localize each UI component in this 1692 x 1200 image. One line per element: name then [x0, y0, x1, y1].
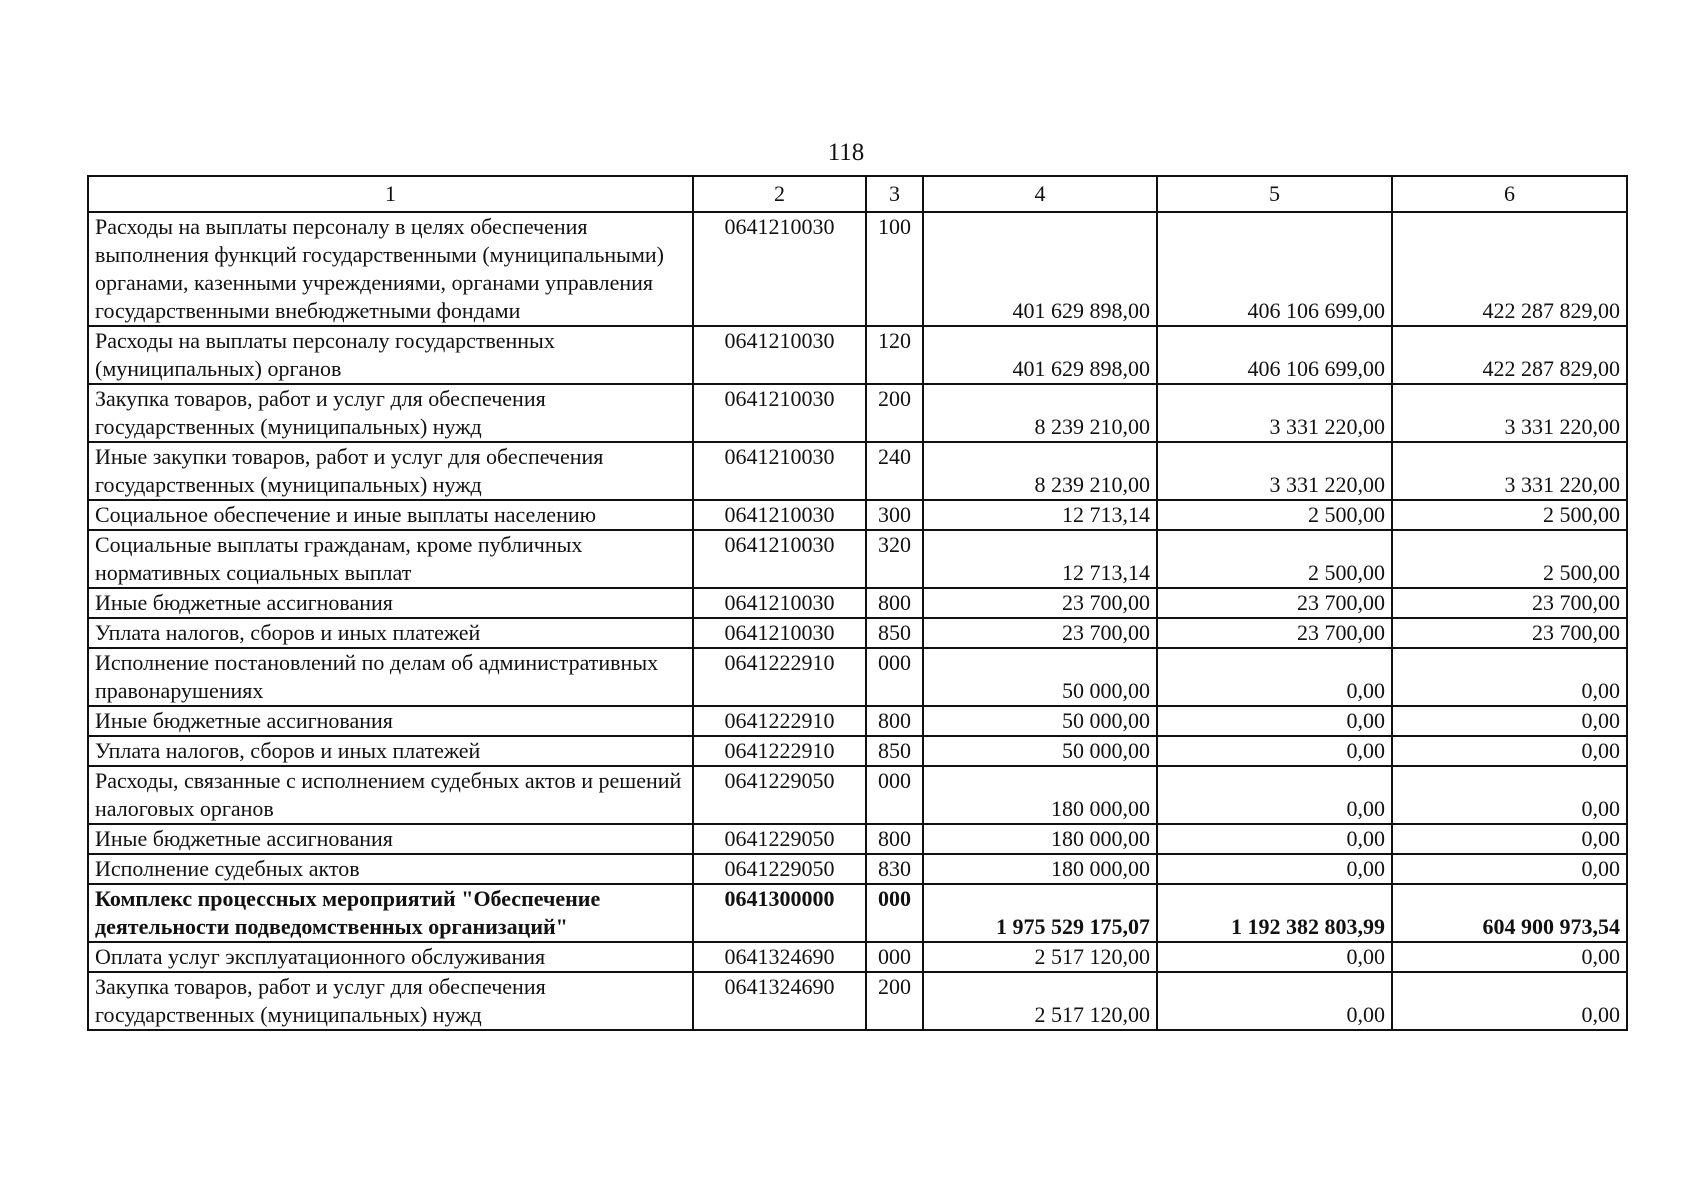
row-name-cell: Закупка товаров, работ и услуг для обеспечения государственных (муниципальных) нужд: [88, 972, 693, 1030]
row-value-cell: 0,00: [1157, 736, 1392, 766]
row-name-cell: Уплата налогов, сборов и иных платежей: [88, 618, 693, 648]
row-name-cell: Социальные выплаты гражданам, кроме публичных нормативных социальных выплат: [88, 530, 693, 588]
row-type-cell: 300: [866, 500, 923, 530]
row-code-cell: 0641210030: [693, 326, 866, 384]
row-value-cell: 12 713,14: [923, 530, 1157, 588]
page-number: 118: [827, 139, 865, 166]
row-value-cell: 50 000,00: [923, 648, 1157, 706]
table-row: [88, 326, 1627, 384]
table-row: [88, 972, 1627, 1030]
row-value-cell: 8 239 210,00: [923, 442, 1157, 500]
row-value-cell: 8 239 210,00: [923, 384, 1157, 442]
row-value-cell: 0,00: [1392, 766, 1627, 824]
row-value-cell: 422 287 829,00: [1392, 326, 1627, 384]
row-value-cell: 23 700,00: [923, 588, 1157, 618]
row-name-cell: Иные закупки товаров, работ и услуг для обеспечения государственных (муниципальных) нужд: [88, 442, 693, 500]
row-value-cell: 3 331 220,00: [1392, 384, 1627, 442]
row-name-cell: Расходы на выплаты персоналу в целях обеспечения выполнения функций государственными (муниципальными) органами, казенными учреждениями, органами управления государственными внебюджетными фондами: [88, 212, 693, 326]
row-value-cell: 0,00: [1157, 648, 1392, 706]
row-code-cell: 0641210030: [693, 500, 866, 530]
row-value-cell: 1 975 529 175,07: [923, 884, 1157, 942]
row-value-cell: 604 900 973,54: [1392, 884, 1627, 942]
row-value-cell: 2 500,00: [1157, 500, 1392, 530]
header-cell: 3: [866, 176, 923, 212]
row-value-cell: 2 517 120,00: [923, 972, 1157, 1030]
table-row: [88, 212, 1627, 326]
table-row: [88, 766, 1627, 824]
row-code-cell: 0641210030: [693, 442, 866, 500]
table-row: [88, 618, 1627, 648]
table-row: [88, 442, 1627, 500]
row-type-cell: 000: [866, 766, 923, 824]
row-value-cell: 23 700,00: [923, 618, 1157, 648]
row-type-cell: 000: [866, 648, 923, 706]
row-value-cell: 0,00: [1157, 942, 1392, 972]
table-row: [88, 588, 1627, 618]
row-code-cell: 0641210030: [693, 618, 866, 648]
table-row: [88, 500, 1627, 530]
row-name-cell: Уплата налогов, сборов и иных платежей: [88, 736, 693, 766]
row-name-cell: Иные бюджетные ассигнования: [88, 706, 693, 736]
row-value-cell: 3 331 220,00: [1157, 384, 1392, 442]
row-value-cell: 406 106 699,00: [1157, 326, 1392, 384]
table-row: [88, 736, 1627, 766]
table-row: [88, 824, 1627, 854]
row-code-cell: 0641229050: [693, 854, 866, 884]
row-code-cell: 0641229050: [693, 824, 866, 854]
header-cell: 2: [693, 176, 866, 212]
row-value-cell: 0,00: [1392, 972, 1627, 1030]
row-type-cell: 850: [866, 736, 923, 766]
row-value-cell: 2 500,00: [1157, 530, 1392, 588]
row-value-cell: 0,00: [1392, 648, 1627, 706]
table-row: [88, 884, 1627, 942]
row-value-cell: 12 713,14: [923, 500, 1157, 530]
row-code-cell: 0641324690: [693, 972, 866, 1030]
row-name-cell: Оплата услуг эксплуатационного обслуживания: [88, 942, 693, 972]
header-cell: 1: [88, 176, 693, 212]
row-value-cell: 401 629 898,00: [923, 326, 1157, 384]
row-value-cell: 180 000,00: [923, 854, 1157, 884]
row-value-cell: 401 629 898,00: [923, 212, 1157, 326]
row-type-cell: 000: [866, 884, 923, 942]
header-cell: 5: [1157, 176, 1392, 212]
row-value-cell: 422 287 829,00: [1392, 212, 1627, 326]
table-row: [88, 384, 1627, 442]
row-code-cell: 0641210030: [693, 530, 866, 588]
row-code-cell: 0641324690: [693, 942, 866, 972]
row-name-cell: Расходы, связанные с исполнением судебных актов и решений налоговых органов: [88, 766, 693, 824]
row-code-cell: 0641222910: [693, 706, 866, 736]
row-type-cell: 800: [866, 706, 923, 736]
row-type-cell: 320: [866, 530, 923, 588]
table-row: [88, 530, 1627, 588]
row-value-cell: 50 000,00: [923, 706, 1157, 736]
row-code-cell: 0641210030: [693, 384, 866, 442]
row-value-cell: 0,00: [1157, 854, 1392, 884]
row-value-cell: 23 700,00: [1392, 618, 1627, 648]
row-type-cell: 800: [866, 824, 923, 854]
row-value-cell: 0,00: [1157, 972, 1392, 1030]
row-value-cell: 50 000,00: [923, 736, 1157, 766]
row-value-cell: 23 700,00: [1157, 618, 1392, 648]
row-name-cell: Иные бюджетные ассигнования: [88, 824, 693, 854]
row-name-cell: Комплекс процессных мероприятий "Обеспечение деятельности подведомственных организаций": [88, 884, 693, 942]
row-type-cell: 200: [866, 972, 923, 1030]
row-value-cell: 0,00: [1392, 854, 1627, 884]
row-type-cell: 000: [866, 942, 923, 972]
table-row: [88, 942, 1627, 972]
row-value-cell: 0,00: [1392, 824, 1627, 854]
row-type-cell: 800: [866, 588, 923, 618]
row-value-cell: 3 331 220,00: [1392, 442, 1627, 500]
row-value-cell: 23 700,00: [1392, 588, 1627, 618]
row-value-cell: 2 517 120,00: [923, 942, 1157, 972]
header-cell: 6: [1392, 176, 1627, 212]
row-value-cell: 0,00: [1157, 766, 1392, 824]
row-value-cell: 3 331 220,00: [1157, 442, 1392, 500]
row-type-cell: 850: [866, 618, 923, 648]
row-type-cell: 100: [866, 212, 923, 326]
row-value-cell: 0,00: [1157, 706, 1392, 736]
row-value-cell: 0,00: [1392, 736, 1627, 766]
row-name-cell: Иные бюджетные ассигнования: [88, 588, 693, 618]
table-row: [88, 854, 1627, 884]
table-row: [88, 706, 1627, 736]
table-row: [88, 648, 1627, 706]
row-value-cell: 406 106 699,00: [1157, 212, 1392, 326]
row-code-cell: 0641222910: [693, 648, 866, 706]
row-name-cell: Социальное обеспечение и иные выплаты населению: [88, 500, 693, 530]
row-value-cell: 0,00: [1392, 942, 1627, 972]
table-header-row: [88, 176, 1627, 212]
row-code-cell: 0641210030: [693, 588, 866, 618]
row-value-cell: 1 192 382 803,99: [1157, 884, 1392, 942]
row-type-cell: 200: [866, 384, 923, 442]
row-value-cell: 0,00: [1392, 706, 1627, 736]
row-code-cell: 0641300000: [693, 884, 866, 942]
row-type-cell: 240: [866, 442, 923, 500]
row-value-cell: 180 000,00: [923, 766, 1157, 824]
row-value-cell: 23 700,00: [1157, 588, 1392, 618]
header-cell: 4: [923, 176, 1157, 212]
row-value-cell: 180 000,00: [923, 824, 1157, 854]
row-value-cell: 2 500,00: [1392, 500, 1627, 530]
row-name-cell: Исполнение постановлений по делам об административных правонарушениях: [88, 648, 693, 706]
row-value-cell: 2 500,00: [1392, 530, 1627, 588]
table-body: [88, 176, 1627, 1030]
row-name-cell: Закупка товаров, работ и услуг для обеспечения государственных (муниципальных) нужд: [88, 384, 693, 442]
row-name-cell: Расходы на выплаты персоналу государственных (муниципальных) органов: [88, 326, 693, 384]
row-type-cell: 830: [866, 854, 923, 884]
row-code-cell: 0641210030: [693, 212, 866, 326]
row-code-cell: 0641222910: [693, 736, 866, 766]
row-name-cell: Исполнение судебных актов: [88, 854, 693, 884]
row-value-cell: 0,00: [1157, 824, 1392, 854]
row-code-cell: 0641229050: [693, 766, 866, 824]
row-type-cell: 120: [866, 326, 923, 384]
budget-table: [87, 175, 1628, 1031]
